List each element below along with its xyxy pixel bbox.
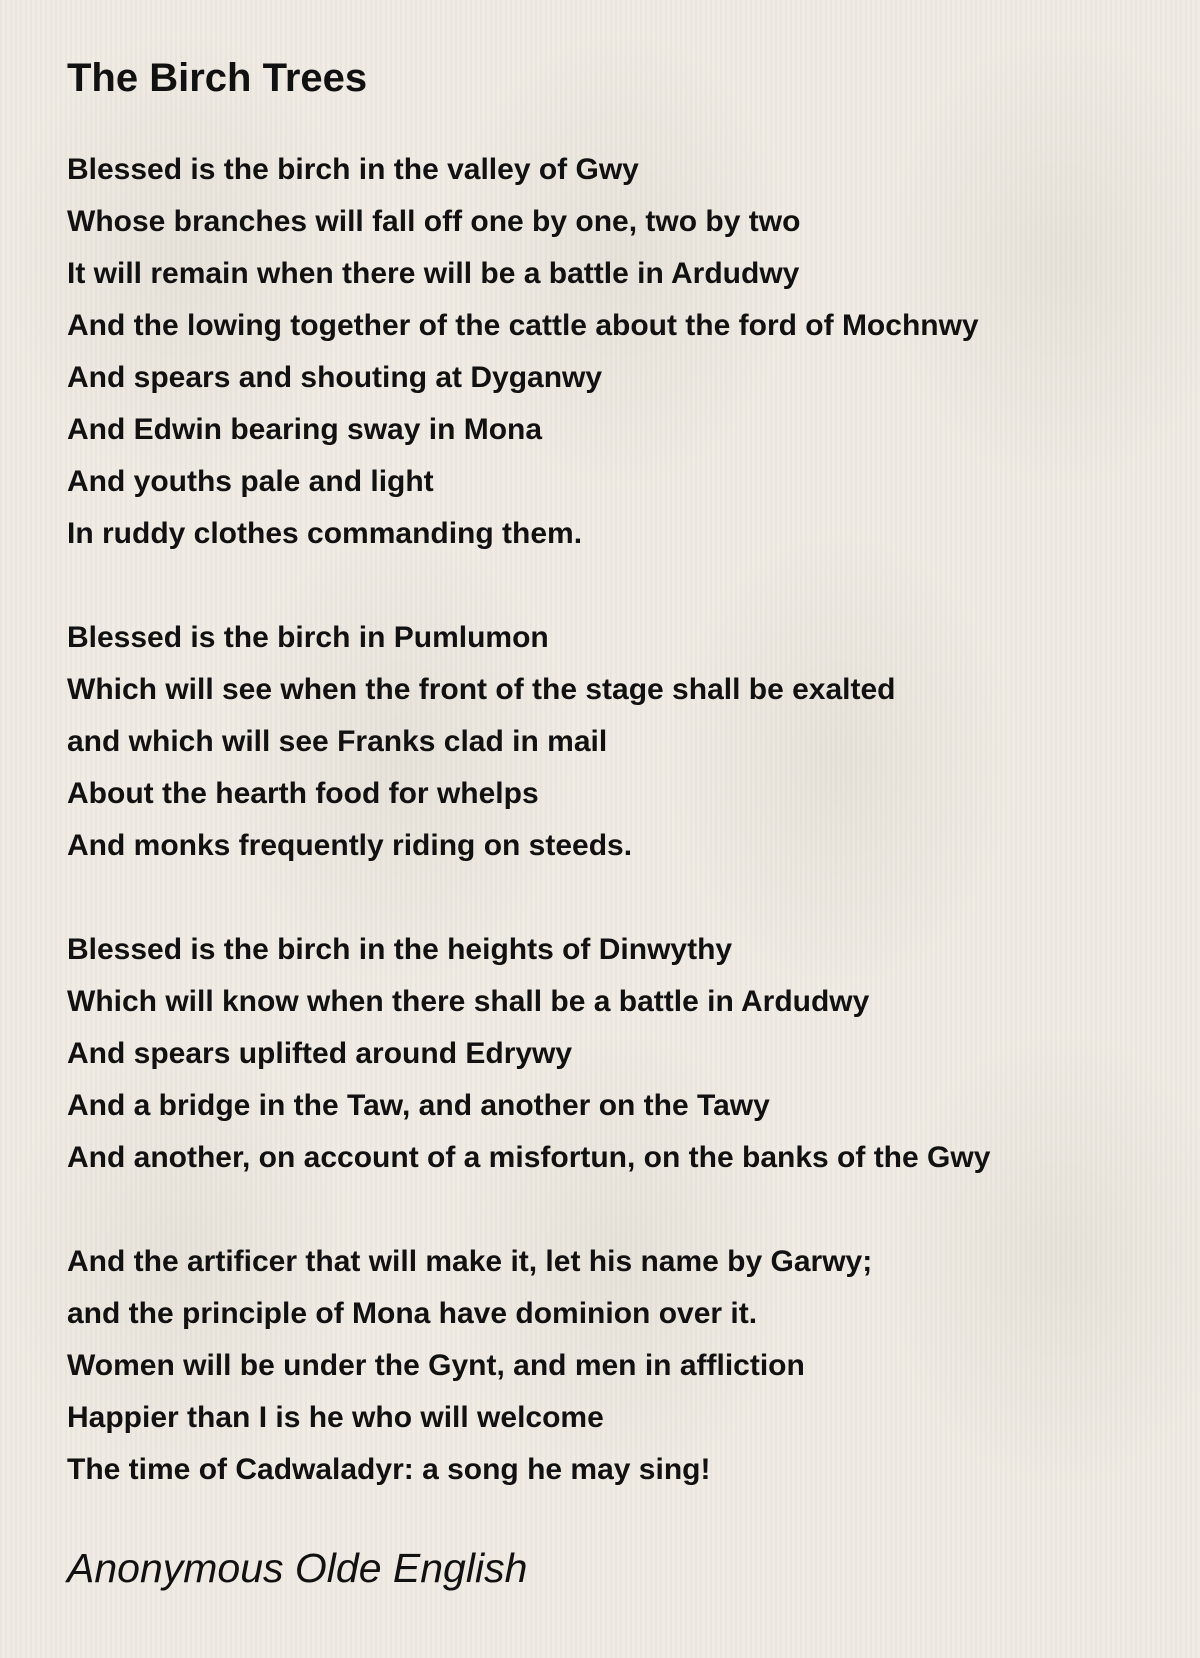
poem-line: In ruddy clothes commanding them. [67, 517, 583, 550]
poem-body [67, 144, 1177, 1496]
poem-line: About the hearth food for whelps [67, 777, 539, 810]
poem-line: Blessed is the birch in Pumlumon [67, 621, 549, 654]
poem-line: Blessed is the birch in the valley of Gwy [67, 153, 639, 186]
poem-line: Which will know when there shall be a battle in Ardudwy [67, 985, 870, 1018]
poem-line: And the artificer that will make it, let his name by Garwy; [67, 1245, 873, 1278]
poem-line: And Edwin bearing sway in Mona [67, 413, 543, 446]
poem-line: And the lowing together of the cattle about the ford of Mochnwy [67, 309, 979, 342]
poem-line: And a bridge in the Taw, and another on the Tawy [67, 1089, 770, 1122]
poem-line: Which will see when the front of the stage shall be exalted [67, 673, 896, 706]
poem-line: And monks frequently riding on steeds. [67, 829, 633, 862]
poem-line: Whose branches will fall off one by one, two by two [67, 205, 801, 238]
poem-line: And another, on account of a misfortun, on the banks of the Gwy [67, 1141, 991, 1174]
poem-title: The Birch Trees [67, 56, 368, 100]
poem-page [67, 50, 1177, 1596]
poem-line: Happier than I is he who will welcome [67, 1401, 604, 1434]
stanza [67, 144, 1177, 560]
poem-line: Blessed is the birch in the heights of Dinwythy [67, 933, 733, 966]
poem-line: Women will be under the Gynt, and men in affliction [67, 1349, 805, 1382]
poem-line: and the principle of Mona have dominion over it. [67, 1297, 758, 1330]
poem-line: And spears and shouting at Dyganwy [67, 361, 603, 394]
poem-line: It will remain when there will be a battle in Ardudwy [67, 257, 800, 290]
stanza [67, 1236, 1177, 1496]
poem-author: Anonymous Olde English [67, 1545, 528, 1591]
stanza [67, 924, 1177, 1184]
poem-line: And youths pale and light [67, 465, 434, 498]
poem-line: And spears uplifted around Edrywy [67, 1037, 573, 1070]
poem-line: The time of Cadwaladyr: a song he may sing! [67, 1453, 711, 1486]
stanza [67, 612, 1177, 872]
poem-line: and which will see Franks clad in mail [67, 725, 608, 758]
